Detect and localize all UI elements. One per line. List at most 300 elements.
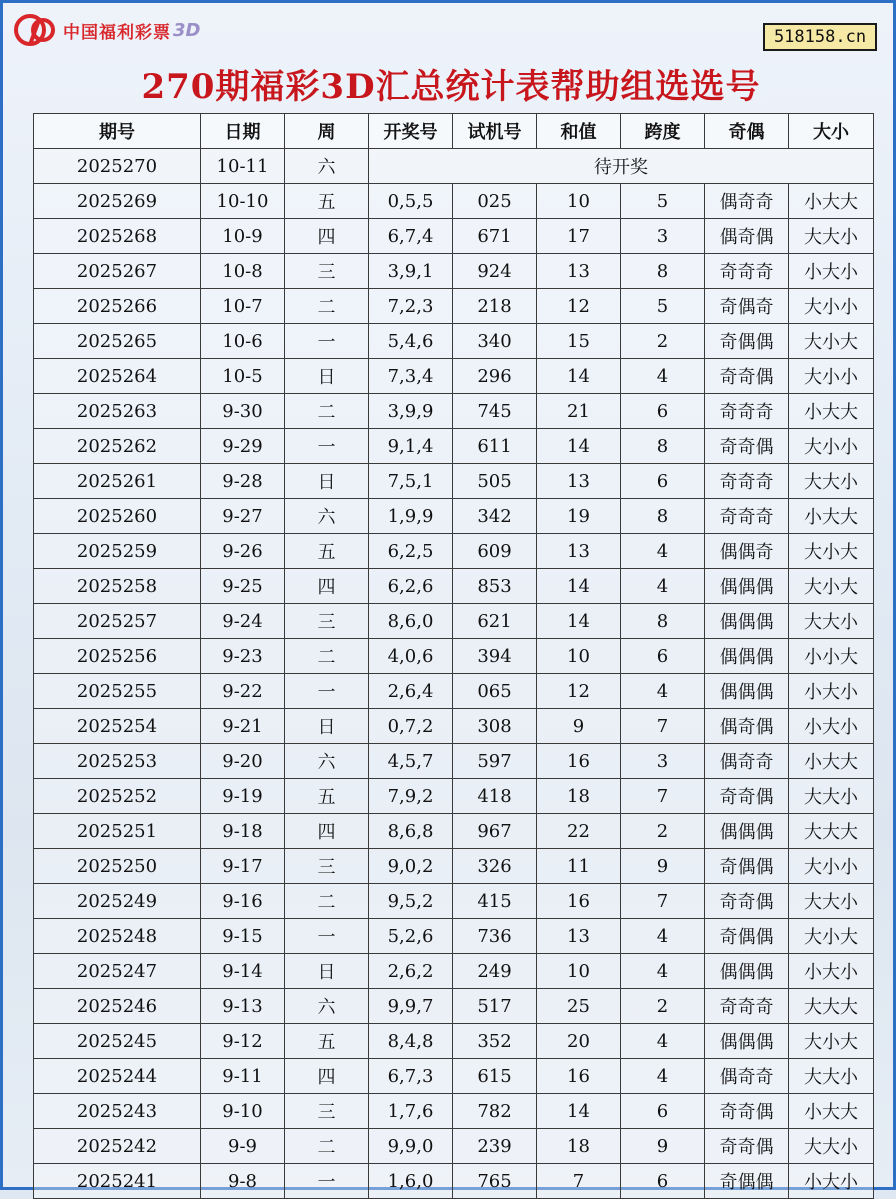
cell-issue: 2025246 xyxy=(34,989,201,1024)
cell-weekday: 二 xyxy=(285,1129,369,1164)
cell-big-small: 大大小 xyxy=(789,219,874,254)
cell-big-small: 小大小 xyxy=(789,1164,874,1199)
cell-sum: 16 xyxy=(537,884,621,919)
cell-draw-number: 2,6,2 xyxy=(369,954,453,989)
header-span: 跨度 xyxy=(621,114,705,149)
cell-big-small: 大小大 xyxy=(789,534,874,569)
table-row xyxy=(34,744,874,779)
cell-issue: 2025250 xyxy=(34,849,201,884)
cell-sum: 14 xyxy=(537,359,621,394)
cell-big-small: 小大小 xyxy=(789,709,874,744)
cell-draw-number: 9,5,2 xyxy=(369,884,453,919)
cell-date: 9-11 xyxy=(201,1059,285,1094)
cell-sum: 17 xyxy=(537,219,621,254)
cell-draw-number: 9,0,2 xyxy=(369,849,453,884)
cell-test-number: 745 xyxy=(453,394,537,429)
cell-test-number: 418 xyxy=(453,779,537,814)
cell-big-small: 小大小 xyxy=(789,254,874,289)
cell-draw-number: 7,3,4 xyxy=(369,359,453,394)
cell-draw-number: 9,9,0 xyxy=(369,1129,453,1164)
cell-span: 5 xyxy=(621,289,705,324)
cell-issue: 2025249 xyxy=(34,884,201,919)
cell-sum: 14 xyxy=(537,429,621,464)
cell-big-small: 小大大 xyxy=(789,499,874,534)
cell-date: 9-19 xyxy=(201,779,285,814)
cell-odd-even: 奇奇偶 xyxy=(705,429,789,464)
cell-big-small: 小大小 xyxy=(789,954,874,989)
cell-odd-even: 奇奇偶 xyxy=(705,1129,789,1164)
cell-weekday: 五 xyxy=(285,534,369,569)
cell-odd-even: 偶偶偶 xyxy=(705,639,789,674)
cell-date: 9-8 xyxy=(201,1164,285,1199)
cell-sum: 9 xyxy=(537,709,621,744)
cell-issue: 2025262 xyxy=(34,429,201,464)
page-title: 270期福彩3D汇总统计表帮助组选选号 xyxy=(141,67,761,107)
table-row xyxy=(34,884,874,919)
brand-logo xyxy=(13,13,200,47)
cell-draw-number: 8,6,0 xyxy=(369,604,453,639)
cell-sum: 7 xyxy=(537,1164,621,1199)
cell-weekday: 四 xyxy=(285,569,369,604)
cell-date: 9-28 xyxy=(201,464,285,499)
cell-draw-number: 3,9,1 xyxy=(369,254,453,289)
cell-odd-even: 奇偶偶 xyxy=(705,849,789,884)
cell-weekday: 日 xyxy=(285,464,369,499)
cell-big-small: 小小大 xyxy=(789,639,874,674)
cell-date: 10-6 xyxy=(201,324,285,359)
cell-big-small: 大大大 xyxy=(789,989,874,1024)
table-row xyxy=(34,289,874,324)
cell-odd-even: 偶偶偶 xyxy=(705,954,789,989)
table-row xyxy=(34,464,874,499)
cell-draw-number: 8,4,8 xyxy=(369,1024,453,1059)
cell-sum: 18 xyxy=(537,1129,621,1164)
cell-sum: 20 xyxy=(537,1024,621,1059)
cell-odd-even: 偶偶偶 xyxy=(705,569,789,604)
cell-odd-even: 奇偶偶 xyxy=(705,919,789,954)
table-row xyxy=(34,534,874,569)
cell-date: 9-26 xyxy=(201,534,285,569)
table-row xyxy=(34,709,874,744)
cell-date: 9-27 xyxy=(201,499,285,534)
cell-span: 4 xyxy=(621,534,705,569)
header-odd-even: 奇偶 xyxy=(705,114,789,149)
cell-span: 2 xyxy=(621,324,705,359)
cell-issue: 2025261 xyxy=(34,464,201,499)
cell-weekday: 日 xyxy=(285,709,369,744)
cell-big-small: 大大大 xyxy=(789,814,874,849)
cell-draw-number: 3,9,9 xyxy=(369,394,453,429)
cell-weekday: 四 xyxy=(285,1059,369,1094)
table-row xyxy=(34,604,874,639)
cell-date: 9-30 xyxy=(201,394,285,429)
cell-date: 9-18 xyxy=(201,814,285,849)
cell-odd-even: 偶奇偶 xyxy=(705,709,789,744)
cell-span: 4 xyxy=(621,919,705,954)
cell-big-small: 大小小 xyxy=(789,359,874,394)
cell-sum: 14 xyxy=(537,604,621,639)
table-header-row xyxy=(34,114,874,149)
cell-big-small: 大大小 xyxy=(789,884,874,919)
cell-issue: 2025266 xyxy=(34,289,201,324)
table-row xyxy=(34,1094,874,1129)
cell-sum: 12 xyxy=(537,674,621,709)
cell-sum: 11 xyxy=(537,849,621,884)
cell-test-number: 853 xyxy=(453,569,537,604)
cell-draw-number: 9,1,4 xyxy=(369,429,453,464)
table-row xyxy=(34,639,874,674)
cell-weekday: 一 xyxy=(285,324,369,359)
cell-test-number: 065 xyxy=(453,674,537,709)
pending-issue: 2025270 xyxy=(34,149,201,184)
cell-weekday: 三 xyxy=(285,1094,369,1129)
cell-issue: 2025258 xyxy=(34,569,201,604)
cell-issue: 2025254 xyxy=(34,709,201,744)
cell-sum: 14 xyxy=(537,1094,621,1129)
table-row xyxy=(34,814,874,849)
cell-test-number: 340 xyxy=(453,324,537,359)
cell-odd-even: 偶偶偶 xyxy=(705,604,789,639)
cell-draw-number: 0,5,5 xyxy=(369,184,453,219)
cell-odd-even: 奇奇奇 xyxy=(705,394,789,429)
cell-issue: 2025241 xyxy=(34,1164,201,1199)
cell-issue: 2025267 xyxy=(34,254,201,289)
cell-span: 6 xyxy=(621,1094,705,1129)
table-row xyxy=(34,1024,874,1059)
cell-draw-number: 5,4,6 xyxy=(369,324,453,359)
cell-test-number: 517 xyxy=(453,989,537,1024)
cell-draw-number: 0,7,2 xyxy=(369,709,453,744)
cell-span: 6 xyxy=(621,394,705,429)
site-badge: 518158.cn xyxy=(763,23,877,51)
cell-span: 6 xyxy=(621,1164,705,1199)
cell-odd-even: 奇偶偶 xyxy=(705,324,789,359)
cell-big-small: 大小大 xyxy=(789,1024,874,1059)
cell-big-small: 大大小 xyxy=(789,1059,874,1094)
draw-stats-table xyxy=(33,113,874,1199)
cell-draw-number: 5,2,6 xyxy=(369,919,453,954)
cell-draw-number: 2,6,4 xyxy=(369,674,453,709)
cell-weekday: 六 xyxy=(285,499,369,534)
cell-weekday: 三 xyxy=(285,604,369,639)
cell-big-small: 小大大 xyxy=(789,184,874,219)
cell-test-number: 505 xyxy=(453,464,537,499)
cell-sum: 10 xyxy=(537,639,621,674)
cell-issue: 2025269 xyxy=(34,184,201,219)
table-row xyxy=(34,1059,874,1094)
cell-odd-even: 偶偶偶 xyxy=(705,1024,789,1059)
cell-test-number: 924 xyxy=(453,254,537,289)
table-row xyxy=(34,849,874,884)
table-row xyxy=(34,919,874,954)
cell-issue: 2025268 xyxy=(34,219,201,254)
cell-date: 10-5 xyxy=(201,359,285,394)
header-date: 日期 xyxy=(201,114,285,149)
cell-odd-even: 偶奇偶 xyxy=(705,219,789,254)
cell-date: 10-10 xyxy=(201,184,285,219)
cell-test-number: 671 xyxy=(453,219,537,254)
cell-issue: 2025263 xyxy=(34,394,201,429)
cell-test-number: 765 xyxy=(453,1164,537,1199)
table-row xyxy=(34,1129,874,1164)
cell-weekday: 五 xyxy=(285,779,369,814)
cell-date: 10-7 xyxy=(201,289,285,324)
cell-weekday: 一 xyxy=(285,1164,369,1199)
cell-sum: 12 xyxy=(537,289,621,324)
cell-draw-number: 9,9,7 xyxy=(369,989,453,1024)
cell-weekday: 六 xyxy=(285,989,369,1024)
cell-odd-even: 奇奇偶 xyxy=(705,1094,789,1129)
cell-odd-even: 偶奇奇 xyxy=(705,744,789,779)
cell-test-number: 239 xyxy=(453,1129,537,1164)
cell-span: 4 xyxy=(621,1059,705,1094)
cell-date: 9-16 xyxy=(201,884,285,919)
cell-sum: 10 xyxy=(537,954,621,989)
cell-date: 9-14 xyxy=(201,954,285,989)
table-row xyxy=(34,359,874,394)
table-row xyxy=(34,324,874,359)
cell-test-number: 415 xyxy=(453,884,537,919)
cell-test-number: 394 xyxy=(453,639,537,674)
table-row xyxy=(34,429,874,464)
cell-date: 9-15 xyxy=(201,919,285,954)
table-row xyxy=(34,569,874,604)
cell-test-number: 342 xyxy=(453,499,537,534)
cell-issue: 2025247 xyxy=(34,954,201,989)
cell-span: 2 xyxy=(621,814,705,849)
cell-date: 9-10 xyxy=(201,1094,285,1129)
cell-sum: 14 xyxy=(537,569,621,604)
cell-span: 6 xyxy=(621,464,705,499)
cell-date: 9-17 xyxy=(201,849,285,884)
brand-3d: 3D xyxy=(173,19,201,41)
cell-test-number: 782 xyxy=(453,1094,537,1129)
header-big-small: 大小 xyxy=(789,114,874,149)
table-row xyxy=(34,989,874,1024)
cell-sum: 15 xyxy=(537,324,621,359)
cell-span: 6 xyxy=(621,639,705,674)
cell-test-number: 609 xyxy=(453,534,537,569)
cell-odd-even: 奇奇偶 xyxy=(705,884,789,919)
cell-test-number: 352 xyxy=(453,1024,537,1059)
cell-test-number: 296 xyxy=(453,359,537,394)
cell-odd-even: 偶奇奇 xyxy=(705,184,789,219)
table-row xyxy=(34,254,874,289)
cell-issue: 2025256 xyxy=(34,639,201,674)
cell-big-small: 小大小 xyxy=(789,674,874,709)
cell-draw-number: 1,7,6 xyxy=(369,1094,453,1129)
header-weekday: 周 xyxy=(285,114,369,149)
cell-weekday: 日 xyxy=(285,954,369,989)
cell-span: 8 xyxy=(621,499,705,534)
header-sum: 和值 xyxy=(537,114,621,149)
cell-odd-even: 奇奇偶 xyxy=(705,779,789,814)
cell-odd-even: 偶偶偶 xyxy=(705,674,789,709)
cell-issue: 2025264 xyxy=(34,359,201,394)
cell-test-number: 736 xyxy=(453,919,537,954)
cell-date: 9-24 xyxy=(201,604,285,639)
cell-big-small: 大小大 xyxy=(789,919,874,954)
cell-date: 9-29 xyxy=(201,429,285,464)
cell-draw-number: 8,6,8 xyxy=(369,814,453,849)
cell-test-number: 611 xyxy=(453,429,537,464)
cell-big-small: 大小大 xyxy=(789,569,874,604)
cell-big-small: 大大小 xyxy=(789,604,874,639)
cell-big-small: 大大小 xyxy=(789,1129,874,1164)
cell-date: 9-23 xyxy=(201,639,285,674)
header-issue: 期号 xyxy=(34,114,201,149)
cell-span: 4 xyxy=(621,954,705,989)
cell-sum: 22 xyxy=(537,814,621,849)
cell-weekday: 六 xyxy=(285,744,369,779)
table-row xyxy=(34,394,874,429)
cell-draw-number: 4,5,7 xyxy=(369,744,453,779)
cell-weekday: 三 xyxy=(285,849,369,884)
cell-odd-even: 奇奇奇 xyxy=(705,989,789,1024)
cell-draw-number: 7,2,3 xyxy=(369,289,453,324)
table-row xyxy=(34,1164,874,1199)
cell-issue: 2025259 xyxy=(34,534,201,569)
cell-test-number: 621 xyxy=(453,604,537,639)
cell-issue: 2025252 xyxy=(34,779,201,814)
cell-big-small: 大小小 xyxy=(789,849,874,884)
cell-draw-number: 7,9,2 xyxy=(369,779,453,814)
cell-span: 9 xyxy=(621,1129,705,1164)
cell-draw-number: 1,6,0 xyxy=(369,1164,453,1199)
cell-date: 9-21 xyxy=(201,709,285,744)
cell-issue: 2025242 xyxy=(34,1129,201,1164)
cell-big-small: 大大小 xyxy=(789,464,874,499)
cell-sum: 19 xyxy=(537,499,621,534)
cell-issue: 2025253 xyxy=(34,744,201,779)
table-row xyxy=(34,499,874,534)
table-row xyxy=(34,954,874,989)
cell-weekday: 五 xyxy=(285,184,369,219)
cell-span: 4 xyxy=(621,674,705,709)
cell-odd-even: 偶偶奇 xyxy=(705,534,789,569)
cell-weekday: 四 xyxy=(285,814,369,849)
cell-test-number: 249 xyxy=(453,954,537,989)
cell-odd-even: 偶奇奇 xyxy=(705,1059,789,1094)
cell-weekday: 二 xyxy=(285,884,369,919)
cell-date: 9-9 xyxy=(201,1129,285,1164)
table-row xyxy=(34,219,874,254)
cell-big-small: 大小小 xyxy=(789,289,874,324)
cell-test-number: 967 xyxy=(453,814,537,849)
lottery-logo-icon xyxy=(13,13,59,47)
cell-test-number: 597 xyxy=(453,744,537,779)
cell-draw-number: 6,7,4 xyxy=(369,219,453,254)
cell-draw-number: 1,9,9 xyxy=(369,499,453,534)
cell-issue: 2025265 xyxy=(34,324,201,359)
cell-weekday: 一 xyxy=(285,674,369,709)
cell-span: 5 xyxy=(621,184,705,219)
cell-issue: 2025243 xyxy=(34,1094,201,1129)
cell-date: 9-12 xyxy=(201,1024,285,1059)
cell-issue: 2025255 xyxy=(34,674,201,709)
cell-span: 8 xyxy=(621,254,705,289)
cell-weekday: 一 xyxy=(285,919,369,954)
cell-draw-number: 6,2,6 xyxy=(369,569,453,604)
cell-big-small: 小大大 xyxy=(789,394,874,429)
cell-weekday: 二 xyxy=(285,639,369,674)
pending-row xyxy=(34,149,874,184)
cell-draw-number: 7,5,1 xyxy=(369,464,453,499)
cell-weekday: 四 xyxy=(285,219,369,254)
cell-big-small: 大小小 xyxy=(789,429,874,464)
brand-name: 中国福利彩票 xyxy=(63,22,171,43)
cell-test-number: 025 xyxy=(453,184,537,219)
cell-span: 9 xyxy=(621,849,705,884)
pending-weekday: 六 xyxy=(285,149,369,184)
cell-odd-even: 奇偶偶 xyxy=(705,1164,789,1199)
cell-span: 7 xyxy=(621,884,705,919)
cell-test-number: 615 xyxy=(453,1059,537,1094)
cell-date: 10-8 xyxy=(201,254,285,289)
cell-date: 9-25 xyxy=(201,569,285,604)
cell-issue: 2025257 xyxy=(34,604,201,639)
header-test-number: 试机号 xyxy=(453,114,537,149)
table-row xyxy=(34,779,874,814)
cell-date: 10-9 xyxy=(201,219,285,254)
cell-span: 7 xyxy=(621,709,705,744)
cell-odd-even: 奇奇偶 xyxy=(705,359,789,394)
cell-weekday: 二 xyxy=(285,289,369,324)
cell-test-number: 218 xyxy=(453,289,537,324)
table-row xyxy=(34,184,874,219)
cell-odd-even: 偶偶偶 xyxy=(705,814,789,849)
cell-weekday: 日 xyxy=(285,359,369,394)
cell-span: 8 xyxy=(621,429,705,464)
cell-sum: 21 xyxy=(537,394,621,429)
cell-odd-even: 奇奇奇 xyxy=(705,499,789,534)
cell-sum: 25 xyxy=(537,989,621,1024)
cell-big-small: 小大大 xyxy=(789,1094,874,1129)
cell-span: 4 xyxy=(621,569,705,604)
cell-sum: 16 xyxy=(537,744,621,779)
cell-test-number: 308 xyxy=(453,709,537,744)
cell-date: 9-20 xyxy=(201,744,285,779)
cell-big-small: 大大小 xyxy=(789,779,874,814)
cell-sum: 18 xyxy=(537,779,621,814)
cell-issue: 2025248 xyxy=(34,919,201,954)
cell-odd-even: 奇偶奇 xyxy=(705,289,789,324)
cell-span: 8 xyxy=(621,604,705,639)
cell-issue: 2025260 xyxy=(34,499,201,534)
cell-date: 9-22 xyxy=(201,674,285,709)
cell-issue: 2025244 xyxy=(34,1059,201,1094)
cell-span: 4 xyxy=(621,1024,705,1059)
cell-test-number: 326 xyxy=(453,849,537,884)
cell-sum: 10 xyxy=(537,184,621,219)
cell-sum: 13 xyxy=(537,254,621,289)
cell-span: 7 xyxy=(621,779,705,814)
cell-weekday: 五 xyxy=(285,1024,369,1059)
cell-date: 9-13 xyxy=(201,989,285,1024)
cell-issue: 2025251 xyxy=(34,814,201,849)
cell-sum: 13 xyxy=(537,919,621,954)
cell-weekday: 三 xyxy=(285,254,369,289)
cell-big-small: 小大大 xyxy=(789,744,874,779)
cell-sum: 13 xyxy=(537,534,621,569)
header-draw-number: 开奖号 xyxy=(369,114,453,149)
cell-draw-number: 6,7,3 xyxy=(369,1059,453,1094)
cell-issue: 2025245 xyxy=(34,1024,201,1059)
cell-span: 4 xyxy=(621,359,705,394)
cell-span: 3 xyxy=(621,219,705,254)
cell-odd-even: 奇奇奇 xyxy=(705,464,789,499)
cell-draw-number: 4,0,6 xyxy=(369,639,453,674)
